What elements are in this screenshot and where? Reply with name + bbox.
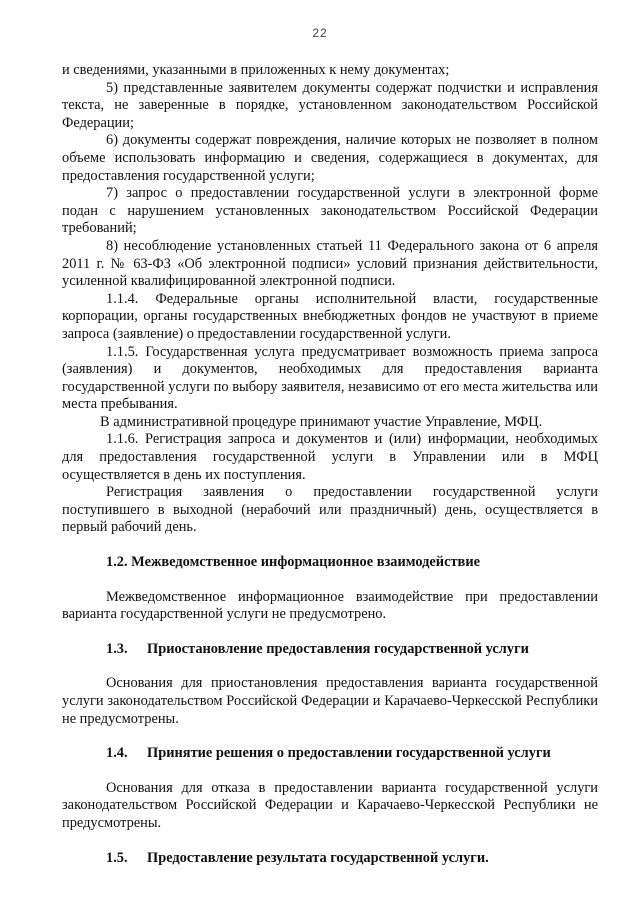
section-title: Предоставление результата государственной услуги. [147,849,489,866]
section-number: 1.3. [106,640,128,657]
section-heading-1-2: 1.2. Межведомственное информационное взаимодействие [106,554,481,571]
paragraph-continuation: и сведениями, указанными в приложенных к нему документах; [62,62,450,78]
paragraph-item-6: 6) документы содержат повреждения, наличие которых не позволяет в полном объеме использовать информацию и сведения, содержащиеся в документах, для предоставления государственной услуги; [62,132,598,184]
paragraph-item-5: 5) представленные заявителем документы содержат подчистки и исправления текста, не заверенные в порядке, установленном законодательством Российской Федерации; [62,79,598,131]
section-text-1-2: Межведомственное информационное взаимодействие при предоставлении варианта государственной услуги не предусмотрено. [62,588,598,623]
paragraph-1-1-4: 1.1.4. Федеральные органы исполнительной власти, государственные корпорации, органы государственных внебюджетных фондов не участвуют в приеме запроса (заявление) о предоставлении государственной услуги. [62,290,598,342]
section-heading-1-4 [62,745,598,763]
section-text-1-4: Основания для отказа в предоставлении варианта государственной услуги законодательством Российской Федерации и Карачаево-Черкесской Республики не предусмотрены. [62,779,598,831]
paragraph-item-8: 8) несоблюдение установленных статьей 11 Федерального закона от 6 апреля 2011 г. № 63-ФЗ «Об электронной подписи» условий признания действительности, усиленной квалифицированной электронной подписи. [62,237,598,290]
section-title: Приостановление предоставления государственной услуги [147,640,529,657]
paragraph-item-7: 7) запрос о предоставлении государственной услуги в электронной форме подан с нарушением установленных законодательством Российской Федерации требований; [62,185,598,237]
paragraph-participants: В административной процедуре принимают участие Управление, МФЦ. [100,413,543,430]
document-body [62,62,598,867]
section-number: 1.4. [106,745,128,762]
section-text-1-3: Основания для приостановления предоставления варианта государственной услуги законодательством Российской Федерации и Карачаево-Черкесской Республики не предусмотрены. [62,675,598,727]
section-title: Принятие решения о предоставлении государственной услуги [147,745,551,762]
paragraph-registration: Регистрация заявления о предоставлении государственной услуги поступившего в выходной (нерабочий или праздничный) день, осуществляется в первый рабочий день. [62,484,598,536]
page-number: 22 [312,26,328,40]
section-number: 1.5. [106,849,128,866]
paragraph-1-1-5: 1.1.5. Государственная услуга предусматривает возможность приема запроса (заявления) и документов, необходимых для предоставления варианта государственной услуги по выбору заявителя, независимо от его места жительства или места пребывания. [62,343,598,413]
paragraph-1-1-6: 1.1.6. Регистрация запроса и документов и (или) информации, необходимых для предоставления государственной услуги в Управлении или в МФЦ осуществляется в день их поступления. [62,431,598,483]
section-heading-1-3 [62,641,598,659]
section-heading-1-5 [62,850,598,868]
